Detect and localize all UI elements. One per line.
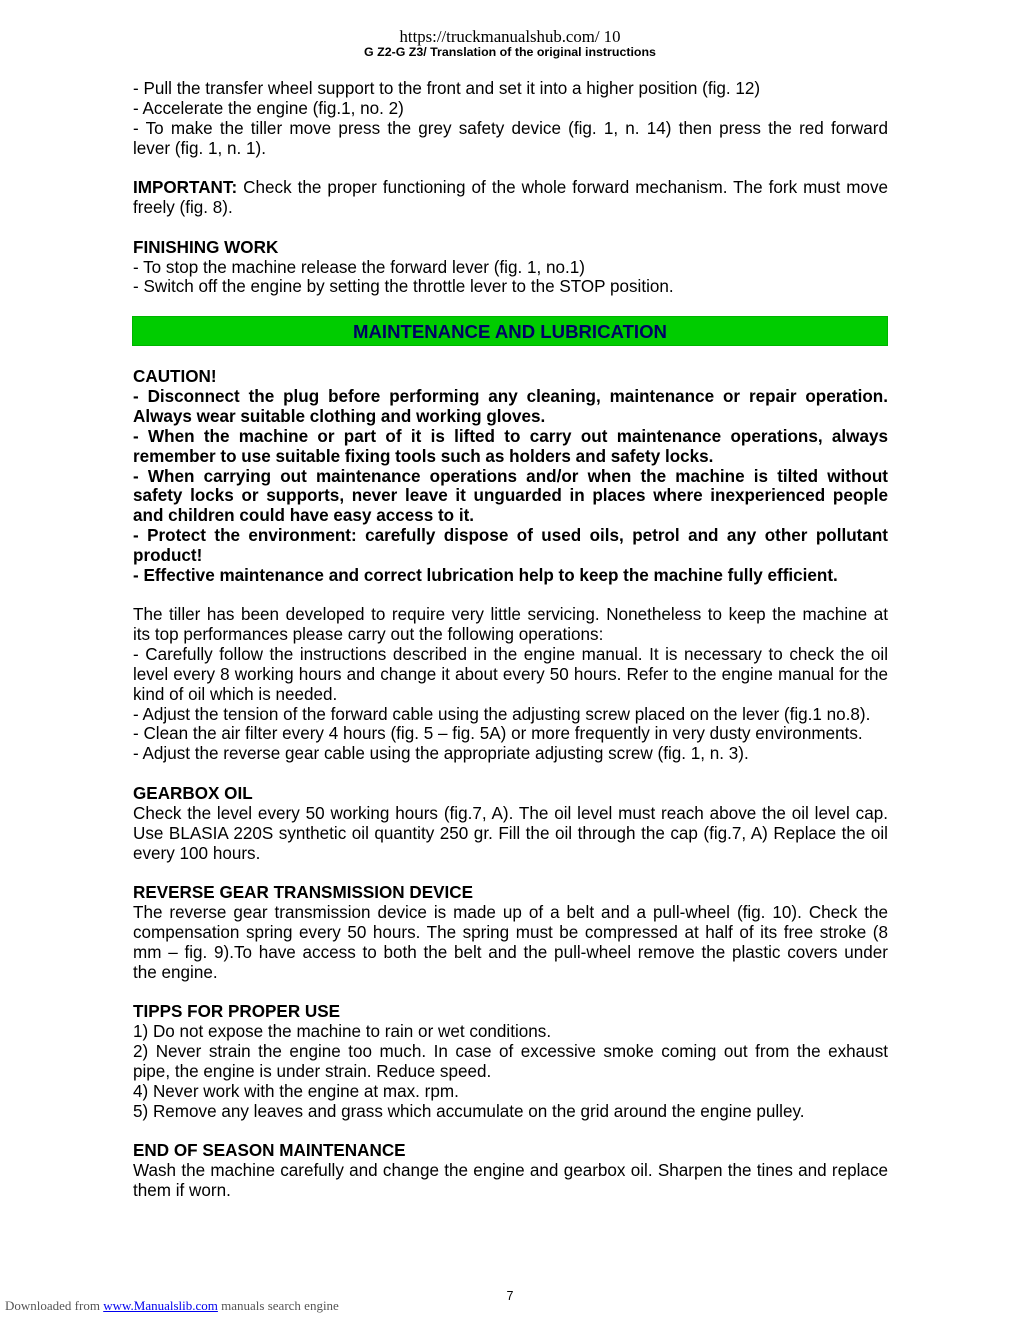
gearbox-oil-section: [133, 784, 888, 863]
text-line: - Carefully follow the instructions described in the engine manual. It is necessary to check the oil: [133, 645, 888, 665]
banner-title: MAINTENANCE AND LUBRICATION: [352, 321, 667, 343]
paragraph: [133, 1082, 888, 1102]
text-line: [133, 178, 888, 198]
text-line: - Adjust the tension of the forward cable using the adjusting screw placed on the lever (fig.1 no.8).: [133, 704, 871, 724]
text-line: Wash the machine carefully and change the engine and gearbox oil. Sharpen the tines and replace: [133, 1161, 888, 1181]
text-line: Check the level every 50 working hours (fig.7, A). The oil level must reach above the oil level cap.: [133, 803, 888, 823]
text-line: and children could have easy access to it.: [133, 506, 475, 526]
paragraph: [133, 387, 888, 427]
text-line: 5) Remove any leaves and grass which accumulate on the grid around the engine pulley.: [133, 1101, 805, 1121]
text-line: product!: [133, 545, 203, 565]
text-line: the engine.: [133, 962, 218, 982]
text-line: freely (fig. 8).: [133, 198, 233, 218]
paragraph: [133, 705, 888, 725]
text-line: - Clean the air filter every 4 hours (fig. 5 – fig. 5A) or more frequently in very dusty environments.: [133, 724, 863, 744]
paragraph: [133, 1042, 888, 1082]
text-line: kind of oil which is needed.: [133, 684, 338, 704]
paragraph: [133, 645, 888, 705]
text-line: - Adjust the reverse gear cable using the appropriate adjusting screw (fig. 1, n. 3).: [133, 744, 749, 764]
text-line: - To make the tiller move press the grey safety device (fig. 1, n. 14) then press the red forward: [133, 118, 888, 138]
paragraph: [133, 724, 888, 744]
paragraph: [133, 277, 888, 297]
section-heading: END OF SEASON MAINTENANCE: [133, 1141, 406, 1161]
section-heading: TIPPS FOR PROPER USE: [133, 1002, 341, 1022]
download-prefix: Downloaded from: [5, 1298, 100, 1313]
paragraph: [133, 258, 888, 278]
text-line: 1) Do not expose the machine to rain or wet conditions.: [133, 1022, 552, 1042]
text-line: - Effective maintenance and correct lubrication help to keep the machine fully efficient.: [133, 565, 838, 585]
document-body: [133, 79, 888, 1201]
text-line: - Accelerate the engine (fig.1, no. 2): [133, 98, 404, 118]
section-heading: GEARBOX OIL: [133, 784, 253, 803]
paragraph: [133, 99, 888, 119]
text-line: mm – fig. 9).To have access to both the belt and the pull-wheel remove the plastic covers under: [133, 942, 888, 962]
source-url-line: https://truckmanualshub.com/ 10: [399, 27, 621, 46]
tips-section: [133, 1002, 888, 1121]
text-line: Always wear suitable clothing and working gloves.: [133, 406, 546, 426]
maintenance-banner: [132, 316, 888, 346]
paragraph: [133, 427, 888, 467]
text-line: level every 8 working hours and change it about every 50 hours. Refer to the engine manual for the: [133, 664, 888, 684]
manualslib-link[interactable]: www.Manualslib.com: [103, 1298, 218, 1313]
paragraph: [133, 178, 888, 218]
servicing-section: [133, 605, 888, 764]
important-note: [133, 178, 888, 218]
section-heading: CAUTION!: [133, 367, 217, 387]
paragraph: [133, 1022, 888, 1042]
text-line: remember to use suitable fixing tools such as holders and safety locks.: [133, 446, 714, 466]
text-line: - Protect the environment: carefully dispose of used oils, petrol and any other pollutant: [133, 526, 888, 546]
text-line: The reverse gear transmission device is made up of a belt and a pull-wheel (fig. 10). Check the: [133, 903, 888, 923]
important-label: IMPORTANT:: [133, 178, 238, 198]
text-line: its top performances please carry out the following operations:: [133, 625, 604, 645]
document-subtitle: G Z2-G Z3/ Translation of the original instructions: [364, 45, 656, 59]
download-note: [5, 1298, 339, 1314]
reverse-gear-section: [133, 883, 888, 982]
text-line: every 100 hours.: [133, 843, 261, 863]
text-line: lever (fig. 1, n. 1).: [133, 138, 267, 158]
paragraph: [133, 526, 888, 566]
intro-section: [133, 79, 888, 158]
paragraph: [133, 79, 888, 99]
text-line: 2) Never strain the engine too much. In case of excessive smoke coming out from the exhaust: [133, 1041, 888, 1061]
caution-section: [133, 367, 888, 585]
text-line-content: Check the proper functioning of the whole forward mechanism. The fork must move: [243, 178, 889, 198]
paragraph: [133, 744, 888, 764]
text-line: - Switch off the engine by setting the throttle lever to the STOP position.: [133, 277, 674, 297]
text-line: - Pull the transfer wheel support to the front and set it into a higher position (fig. 12): [133, 79, 761, 98]
paragraph: [133, 1102, 888, 1122]
text-line: - To stop the machine release the forward lever (fig. 1, no.1): [133, 257, 585, 277]
paragraph: [133, 903, 888, 982]
page-number: 7: [506, 1289, 514, 1303]
text-line: safety locks or supports, never leave it unguarded in places where inexperienced people: [133, 486, 888, 506]
download-suffix: manuals search engine: [217, 1298, 339, 1313]
finishing-work-section: [133, 238, 888, 298]
paragraph: [133, 467, 888, 527]
paragraph: [133, 119, 888, 159]
text-line: The tiller has been developed to require very little servicing. Nonetheless to keep the machine at: [133, 605, 888, 625]
section-heading: FINISHING WORK: [133, 237, 279, 257]
end-of-season-section: [133, 1141, 888, 1201]
text-line: 4) Never work with the engine at max. rpm.: [133, 1081, 459, 1101]
paragraph: [133, 804, 888, 864]
paragraph: [133, 566, 888, 586]
paragraph: [133, 1161, 888, 1201]
text-line: compensation spring every 50 hours. The spring must be compressed at half of its free stroke (8: [133, 922, 888, 942]
text-line: pipe, the engine is under strain. Reduce speed.: [133, 1061, 492, 1081]
text-line: - When carrying out maintenance operations and/or when the machine is tilted without: [133, 466, 888, 486]
section-heading: REVERSE GEAR TRANSMISSION DEVICE: [133, 883, 474, 903]
text-line: them if worn.: [133, 1180, 231, 1200]
text-line: - Disconnect the plug before performing any cleaning, maintenance or repair operation.: [133, 387, 888, 407]
text-line: Use BLASIA 220S synthetic oil quantity 250 gr. Fill the oil through the cap (fig.7, A) Replace the oil: [133, 823, 888, 843]
paragraph: [133, 605, 888, 645]
text-line: - When the machine or part of it is lifted to carry out maintenance operations, always: [133, 426, 888, 446]
